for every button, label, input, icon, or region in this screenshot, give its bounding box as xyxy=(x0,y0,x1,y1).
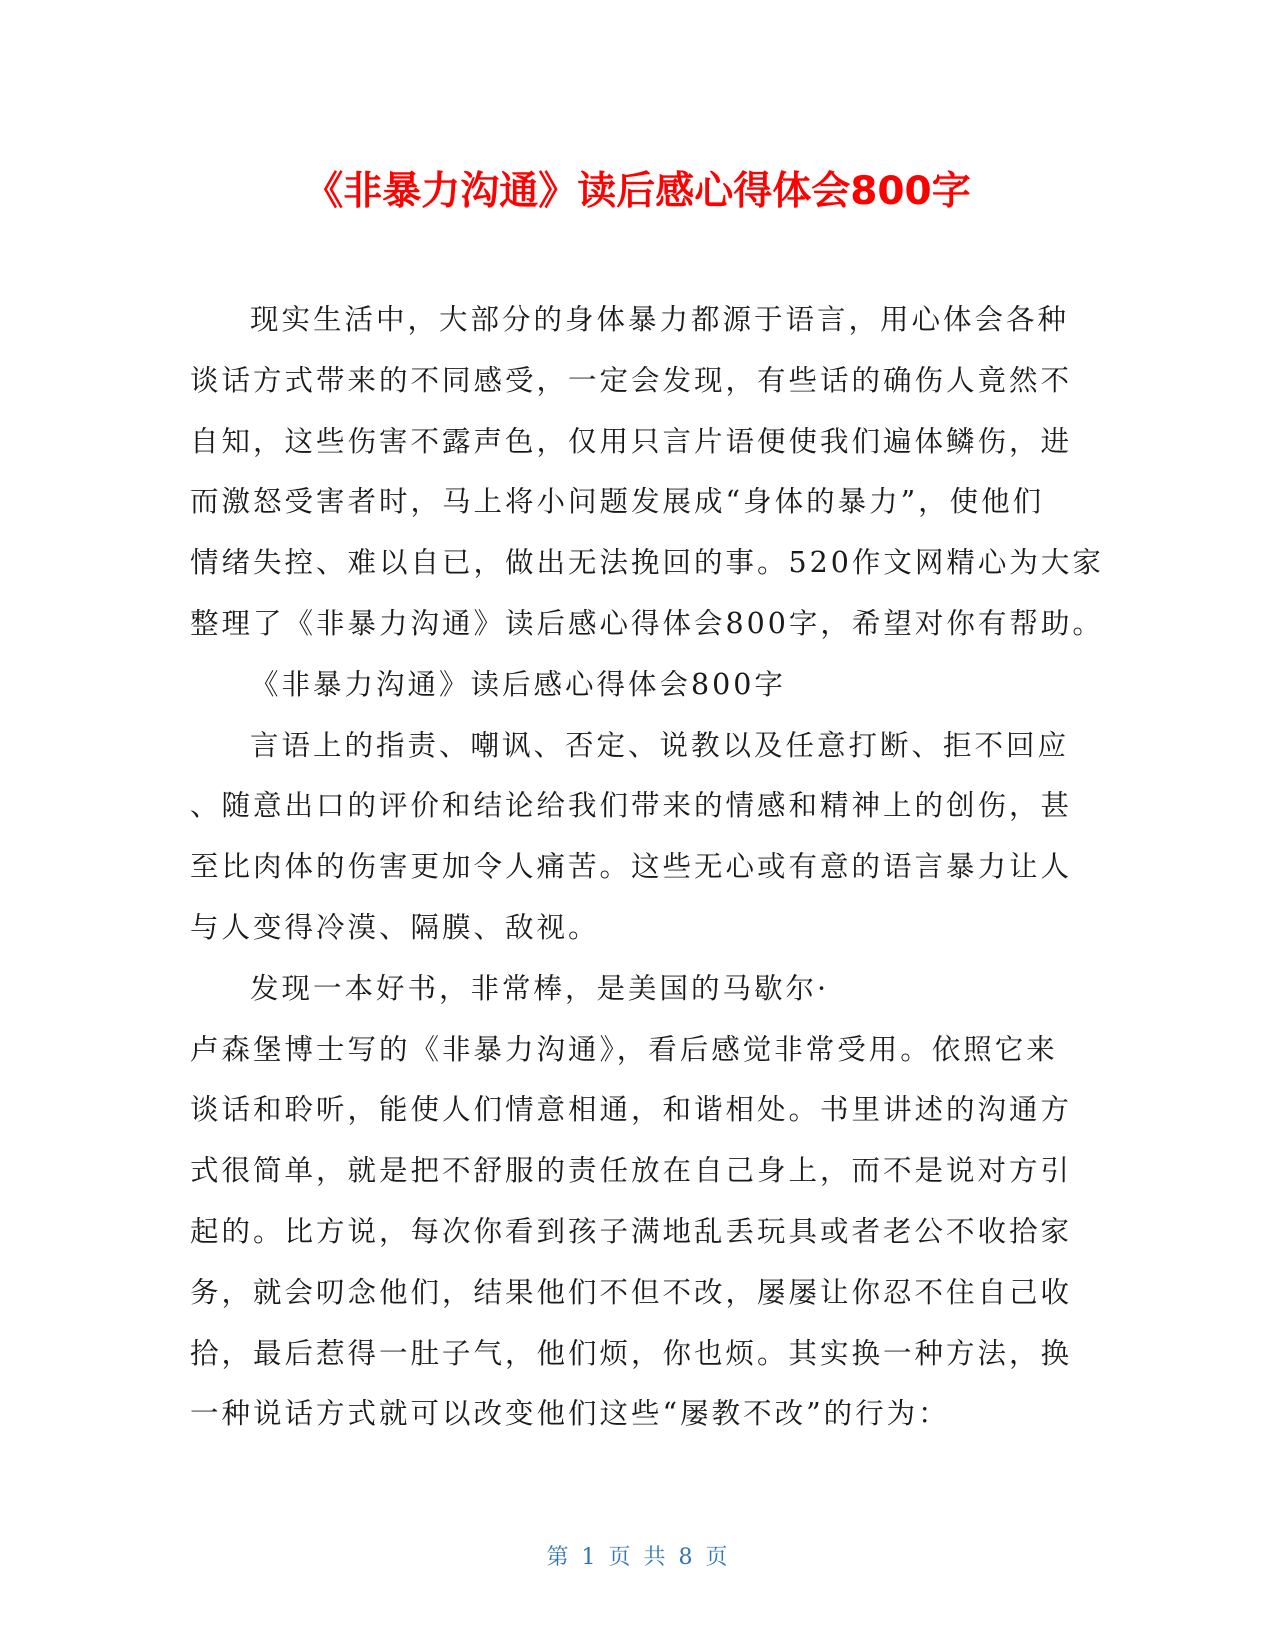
paragraph-line: 式很简单，就是把不舒服的责任放在自己身上，而不是说对方引 xyxy=(190,1154,1073,1188)
paragraph-line: 发现一本好书，非常棒，是美国的马歇尔· xyxy=(250,971,830,1005)
paragraph-line: 谈话和聆听，能使人们情意相通，和谐相处。书里讲述的沟通方 xyxy=(190,1093,1073,1127)
page-footer xyxy=(0,1540,1275,1571)
paragraph-line: 卢森堡博士写的《非暴力沟通》，看后感觉非常受用。依照它来 xyxy=(190,1032,1058,1066)
paragraph-line: 与人变得冷漠、隔膜、敌视。 xyxy=(190,910,600,944)
paragraph-line: 一种说话方式就可以改变他们这些“屡教不改”的行为： xyxy=(190,1397,950,1431)
paragraph-line: 整理了《非暴力沟通》读后感心得体会800字，希望对你有帮助。 xyxy=(190,606,1104,640)
paragraph-line: 、随意出口的评价和结论给我们带来的情感和精神上的创伤，甚 xyxy=(190,789,1073,823)
paragraph-line: 现实生活中，大部分的身体暴力都源于语言，用心体会各种 xyxy=(250,303,1070,336)
paragraph-line: 起的。比方说，每次你看到孩子满地乱丢玩具或者老公不收拾家 xyxy=(190,1214,1073,1248)
footer-di: 第 xyxy=(546,1545,570,1570)
paragraph-line: 务，就会叨念他们，结果他们不但不改，屡屡让你忍不住自己收 xyxy=(190,1275,1073,1309)
paragraph-line: 拾，最后惹得一肚子气，他们烦，你也烦。其实换一种方法，换 xyxy=(190,1336,1073,1370)
document-body xyxy=(190,290,1104,1445)
footer-page-number: 1 xyxy=(581,1545,597,1570)
paragraph-line: 至比肉体的伤害更加令人痛苦。这些无心或有意的语言暴力让人 xyxy=(190,850,1073,884)
footer-ye: 页 xyxy=(608,1545,632,1570)
paragraph-line: 言语上的指责、嘲讽、否定、说教以及任意打断、拒不回应 xyxy=(250,728,1070,762)
paragraph-line: 自知，这些伤害不露声色，仅用只言片语便使我们遍体鳞伤，进 xyxy=(190,424,1073,458)
paragraph-line: 情绪失控、难以自已，做出无法挽回的事。520作文网精心为大家 xyxy=(190,546,1104,580)
document-title: 《非暴力沟通》读后感心得体会800字 xyxy=(304,169,971,214)
section-heading: 《非暴力沟通》读后感心得体会800字 xyxy=(250,667,786,701)
paragraph-line: 谈话方式带来的不同感受，一定会发现，有些话的确伤人竟然不 xyxy=(190,363,1073,397)
footer-ye2: 页 xyxy=(705,1545,729,1570)
footer-gong: 共 xyxy=(643,1545,667,1570)
paragraph-line: 而激怒受害者时，马上将小问题发展成“身体的暴力”，使他们 xyxy=(190,485,1045,519)
footer-total-pages: 8 xyxy=(678,1545,694,1570)
